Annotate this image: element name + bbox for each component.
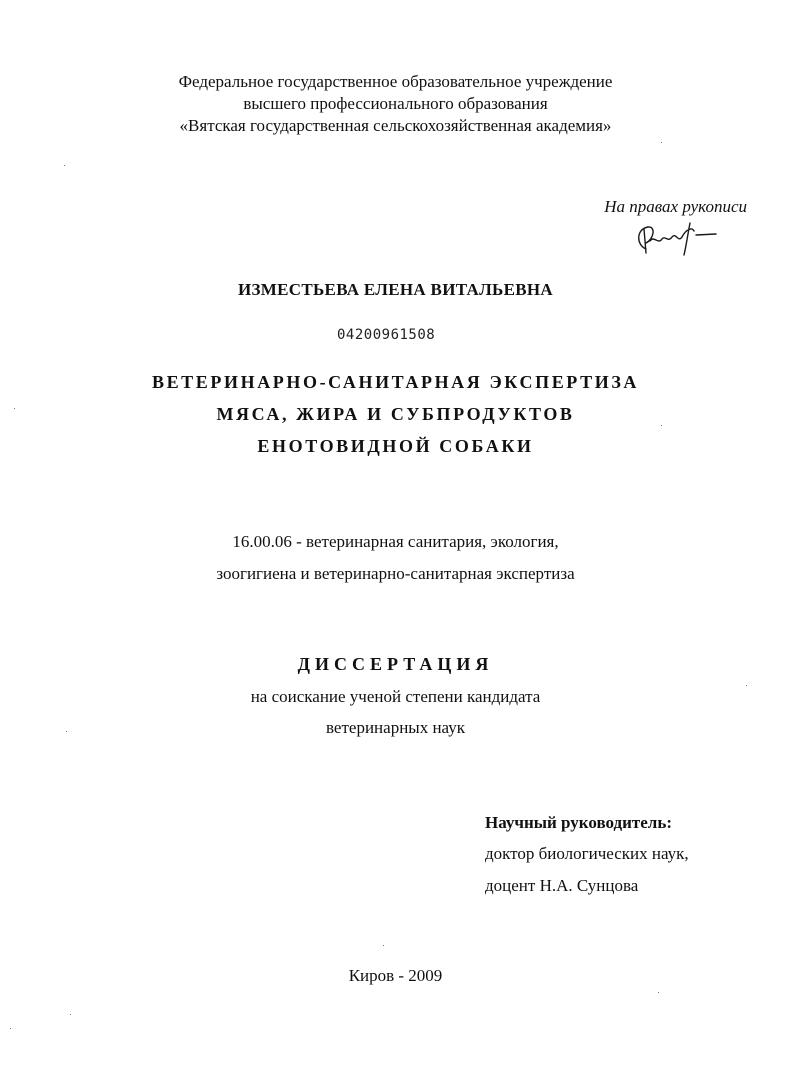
scan-speck: [658, 992, 659, 993]
handwritten-signature: [632, 219, 724, 257]
thesis-title-line-1: ВЕТЕРИНАРНО-САНИТАРНАЯ ЭКСПЕРТИЗА: [151, 372, 640, 392]
institution-line-1: Федеральное государственное образовательное учреждение: [178, 72, 613, 91]
thesis-title-line-2: МЯСА, ЖИРА И СУБПРОДУКТОВ: [216, 404, 575, 424]
supervisor-line-2: доцент Н.А. Сунцова: [485, 876, 639, 895]
rights-note: На правах рукописи: [604, 197, 747, 216]
scan-speck: [746, 685, 747, 686]
institution-line-2: высшего профессионального образования: [243, 94, 548, 113]
scan-speck: [66, 731, 67, 732]
scan-speck: [383, 945, 384, 946]
scan-speck: [70, 1014, 71, 1015]
scan-speck: [661, 425, 662, 426]
city-year: Киров - 2009: [348, 966, 443, 985]
specialty-line-1: 16.00.06 - ветеринарная санитария, экология,: [232, 532, 559, 551]
scan-speck: [10, 1028, 11, 1029]
author-name: ИЗМЕСТЬЕВА ЕЛЕНА ВИТАЛЬЕВНА: [238, 280, 553, 299]
thesis-title-line-3: ЕНОТОВИДНОЙ СОБАКИ: [257, 436, 534, 456]
scan-speck: [14, 408, 15, 409]
registration-code: 04200961508: [337, 327, 436, 343]
degree-line-1: на соискание ученой степени кандидата: [250, 687, 541, 706]
document-type: ДИССЕРТАЦИЯ: [297, 654, 494, 674]
scan-speck: [64, 165, 65, 166]
degree-line-2: ветеринарных наук: [326, 718, 465, 737]
institution-line-3: «Вятская государственная сельскохозяйственная академия»: [179, 116, 612, 135]
scan-speck: [661, 142, 662, 143]
specialty-line-2: зоогигиена и ветеринарно-санитарная экспертиза: [216, 564, 575, 583]
supervisor-heading: Научный руководитель:: [485, 813, 672, 832]
supervisor-line-1: доктор биологических наук,: [485, 844, 689, 863]
